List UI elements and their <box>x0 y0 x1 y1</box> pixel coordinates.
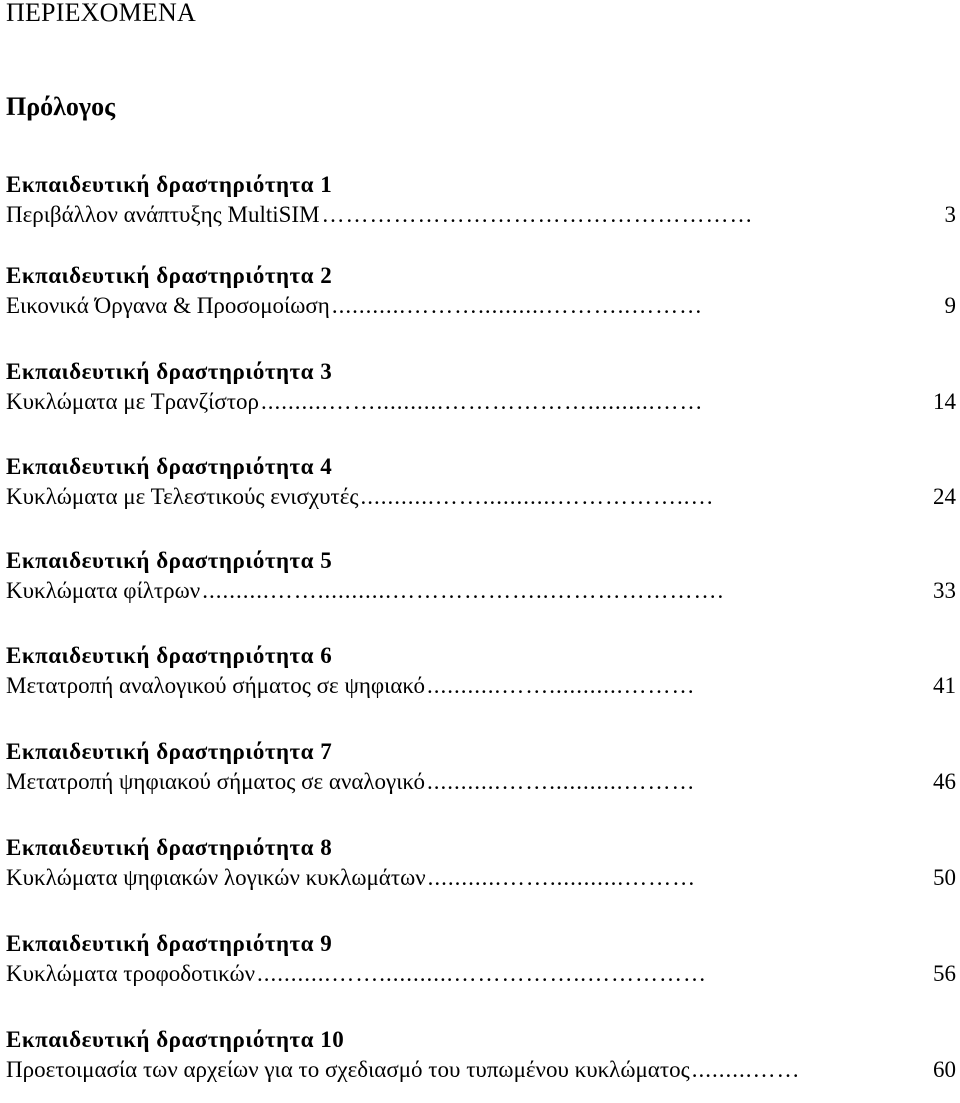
toc-dot-leader: ...........……...........……… <box>426 673 696 698</box>
toc-dot-leader: ..........……..........………………..........…… <box>260 389 704 414</box>
toc-dot-leader: .........…… <box>691 1057 801 1082</box>
toc-entry-line <box>6 1055 956 1085</box>
toc-page-number: 56 <box>933 961 956 986</box>
toc-page-number: 33 <box>933 578 956 603</box>
toc-entry <box>6 170 956 230</box>
toc-entry-line <box>6 387 956 417</box>
toc-entry <box>6 261 956 321</box>
toc-entry-title: Εικονικά Όργανα & Προσομοίωση <box>6 293 330 318</box>
toc-entry <box>6 737 956 797</box>
toc-entry-title: Κυκλώματα με Τελεστικούς ενισχυτές <box>6 484 359 509</box>
toc-entry-heading: Εκπαιδευτική δραστηριότητα 10 <box>6 1027 345 1052</box>
toc-entry-line <box>6 959 956 989</box>
toc-entry-title: Προετοιμασία των αρχείων για το σχεδιασμό του τυπωμένου κυκλώματος <box>6 1057 690 1082</box>
toc-entry <box>6 641 956 701</box>
toc-entry-title: Μετατροπή αναλογικού σήματος σε ψηφιακό <box>6 673 425 698</box>
toc-entry-line <box>6 200 956 230</box>
toc-entry <box>6 546 956 606</box>
toc-page-number: 41 <box>933 673 956 698</box>
toc-dot-leader: ...........………..........………..……… <box>331 293 704 318</box>
toc-entry-line <box>6 576 956 606</box>
toc-page-number: 24 <box>933 484 956 509</box>
toc-entry <box>6 929 956 989</box>
toc-entry <box>6 1025 956 1085</box>
toc-entry-line <box>6 291 956 321</box>
page-title: ΠΕΡΙΕΧΟΜΕΝΑ <box>6 0 196 27</box>
toc-entry-title: Κυκλώματα φίλτρων <box>6 578 201 603</box>
toc-dot-leader: ...........……...........……………..… <box>360 484 715 509</box>
toc-entry-line <box>6 767 956 797</box>
toc-entry-heading: Εκπαιδευτική δραστηριότητα 5 <box>6 548 333 573</box>
toc-page-number: 60 <box>933 1057 956 1082</box>
toc-entry-heading: Εκπαιδευτική δραστηριότητα 1 <box>6 172 333 197</box>
toc-dot-leader: ..........……...........………………..…………………. <box>202 578 725 603</box>
toc-dot-leader: ...........……...........……… <box>426 769 696 794</box>
toc-entry-heading: Εκπαιδευτική δραστηριότητα 7 <box>6 739 333 764</box>
toc-entry <box>6 357 956 417</box>
toc-entry-heading: Εκπαιδευτική δραστηριότητα 4 <box>6 454 333 479</box>
toc-entry-title: Κυκλώματα με Τρανζίστορ <box>6 389 259 414</box>
toc-entry-title: Μετατροπή ψηφιακού σήματος σε αναλογικό <box>6 769 425 794</box>
toc-entry-line <box>6 671 956 701</box>
prologue-heading: Πρόλογος <box>6 92 116 121</box>
toc-entry <box>6 833 956 893</box>
toc-dot-leader: ……………………………………………… <box>321 202 754 227</box>
toc-dot-leader: ...........……...........……………..…………… <box>257 961 707 986</box>
toc-entry-title: Κυκλώματα τροφοδοτικών <box>6 961 255 986</box>
toc-entry-heading: Εκπαιδευτική δραστηριότητα 8 <box>6 835 333 860</box>
toc-entry-title: Κυκλώματα ψηφιακών λογικών κυκλωμάτων <box>6 865 426 890</box>
toc-page-number: 46 <box>933 769 956 794</box>
toc-entry <box>6 452 956 512</box>
toc-entry-title: Περιβάλλον ανάπτυξης MultiSIM <box>6 202 320 227</box>
toc-entry-heading: Εκπαιδευτική δραστηριότητα 9 <box>6 931 333 956</box>
toc-entry-line <box>6 482 956 512</box>
toc-page-number: 50 <box>933 865 956 890</box>
toc-page-number: 9 <box>944 293 956 318</box>
toc-dot-leader: ...........……...........……… <box>427 865 697 890</box>
toc-entry-line <box>6 863 956 893</box>
toc-entry-heading: Εκπαιδευτική δραστηριότητα 6 <box>6 643 333 668</box>
toc-page-number: 14 <box>933 389 956 414</box>
toc-entry-heading: Εκπαιδευτική δραστηριότητα 2 <box>6 263 333 288</box>
toc-page-number: 3 <box>944 202 956 227</box>
toc-entry-heading: Εκπαιδευτική δραστηριότητα 3 <box>6 359 333 384</box>
